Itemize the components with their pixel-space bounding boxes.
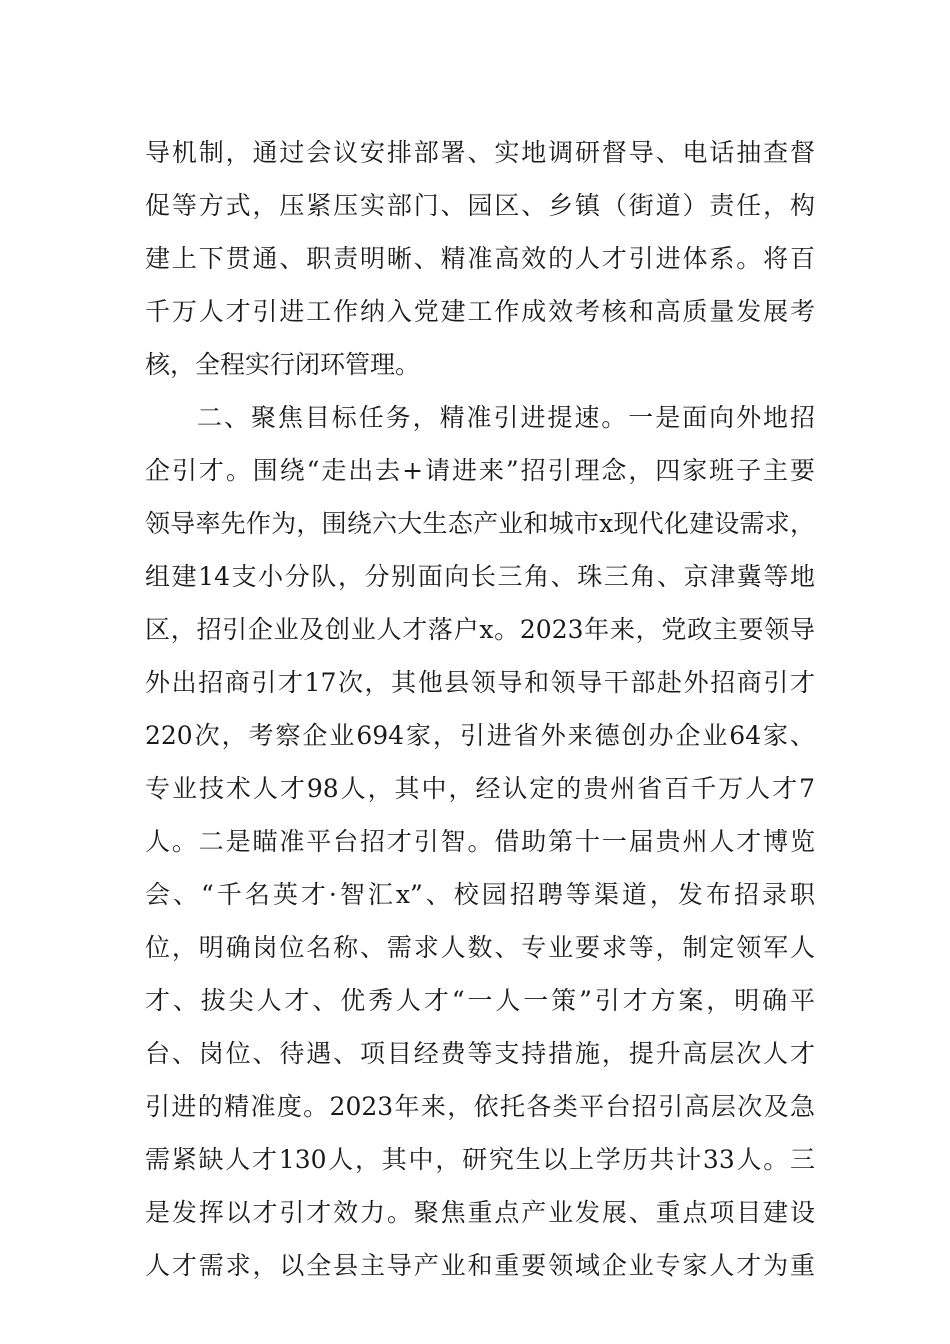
text-line: 人。二是瞄准平台招才引智。借助第十一届贵州人才博览	[145, 827, 815, 856]
text-line: 外出招商引才17次，其他县领导和领导干部赴外招商引才	[145, 668, 815, 697]
text-line: 需紧缺人才130人，其中，研究生以上学历共计33人。三	[145, 1145, 815, 1174]
text-line: 专业技术人才98人，其中，经认定的贵州省百千万人才7	[145, 774, 815, 803]
text-line: 是发挥以才引才效力。聚焦重点产业发展、重点项目建设	[145, 1198, 815, 1227]
body-text	[145, 126, 815, 1292]
text-line: 核，全程实行闭环管理。	[145, 350, 421, 379]
text-line: 组建14支小分队，分别面向长三角、珠三角、京津冀等地	[145, 562, 815, 591]
text-line: 会、“千名英才·智汇x”、校园招聘等渠道，发布招录职	[145, 880, 815, 909]
text-line: 人才需求，以全县主导产业和重要领域企业专家人才为重	[145, 1251, 815, 1280]
text-line: 建上下贯通、职责明晰、精准高效的人才引进体系。将百	[145, 244, 815, 273]
text-line: 促等方式，压紧压实部门、园区、乡镇（街道）责任，构	[145, 191, 815, 220]
text-line: 企引才。围绕“走出去+请进来”招引理念，四家班子主要	[145, 456, 815, 485]
text-line: 才、拔尖人才、优秀人才“一人一策”引才方案，明确平	[145, 986, 815, 1015]
text-line: 区，招引企业及创业人才落户x。2023年来，党政主要领导	[145, 615, 815, 644]
text-line: 位，明确岗位名称、需求人数、专业要求等，制定领军人	[145, 933, 815, 962]
text-line: 220次，考察企业694家，引进省外来德创办企业64家、	[145, 721, 815, 750]
text-line: 导机制，通过会议安排部署、实地调研督导、电话抽查督	[145, 138, 815, 167]
text-line: 领导率先作为，围绕六大生态产业和城市x现代化建设需求，	[145, 509, 815, 538]
text-line: 引进的精准度。2023年来，依托各类平台招引高层次及急	[145, 1092, 815, 1121]
paragraph-start-line: 二、聚焦目标任务，精准引进提速。一是面向外地招	[197, 403, 815, 432]
text-line: 千万人才引进工作纳入党建工作成效考核和高质量发展考	[145, 297, 815, 326]
text-line: 台、岗位、待遇、项目经费等支持措施，提升高层次人才	[145, 1039, 815, 1068]
